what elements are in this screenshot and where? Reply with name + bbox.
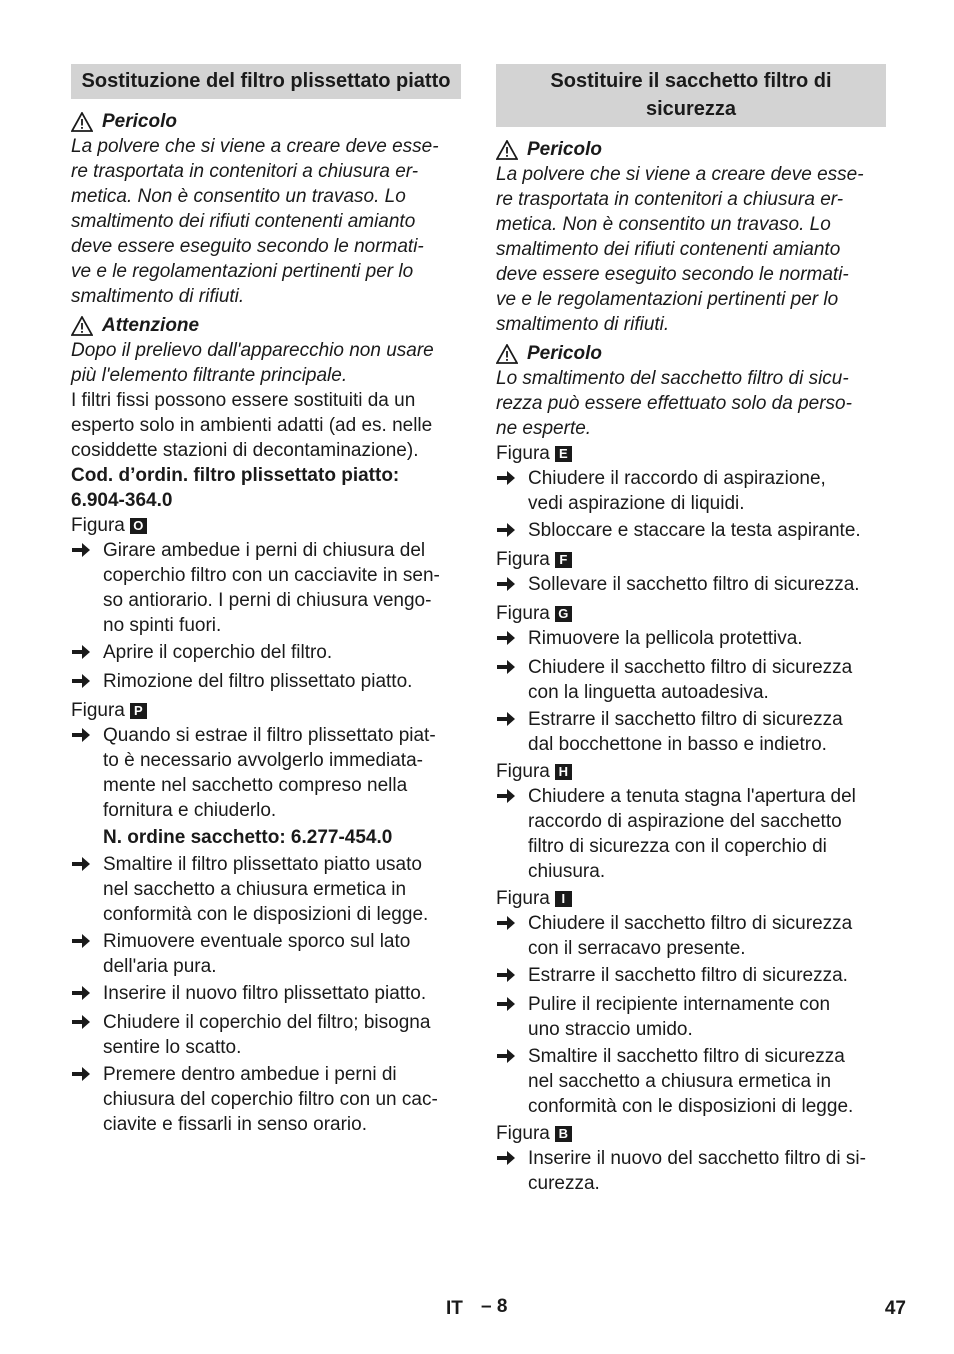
warning-text [71,134,461,309]
warning-text [496,162,886,337]
text-line: rezza può essere effettuato solo da perso- [496,393,852,414]
step-text [103,538,461,638]
step-text [528,992,886,1042]
text-line: re trasportata in contenitori a chiusura er- [71,161,419,182]
text-line: no spinti fuori. [103,615,222,636]
step-text [528,466,886,516]
step-text [528,626,886,653]
step-text [528,784,886,884]
text-line: coperchio filtro con un cacciavite in sen- [103,565,440,586]
steps-o [71,538,461,696]
text-line: cosiddette stazioni di decontaminazione). [71,440,419,461]
figure-ref-f [496,547,886,572]
text-line: Chiudere il sacchetto filtro di sicurezza [528,913,853,934]
text-line: conformità con le disposizioni di legge. [103,904,429,925]
figure-label: Figura [496,888,550,909]
text-line: Premere dentro ambedue i perni di [103,1064,397,1085]
text-line: deve essere eseguito secondo le normati- [71,236,424,257]
text-line: I filtri fissi possono essere sostituiti da un [71,390,416,411]
text-line: vedi aspirazione di liquidi. [528,493,745,514]
step-text [528,518,886,545]
text-line: Inserire il nuovo filtro plissettato piatto. [103,983,427,1004]
text-line: filtro di sicurezza con il coperchio di [528,836,827,857]
text-line: Rimuovere eventuale sporco sul lato [103,931,411,952]
figure-label: Figura [71,515,125,536]
arrow-right-icon [496,626,528,653]
figure-label: Figura [496,761,550,782]
step-item [71,852,461,927]
warning-label: Pericolo [527,343,602,364]
arrow-right-icon [496,992,528,1042]
warning-triangle-icon [496,344,518,364]
right-column [496,64,886,1198]
text-line: più l'elemento filtrante principale. [71,365,348,386]
step-item [496,911,886,961]
text-line: Dopo il prelievo dall'apparecchio non usare [71,340,434,361]
arrow-right-icon [496,466,528,516]
step-item [496,572,886,599]
footer-section-page: – 8 [481,1296,508,1317]
text-line: La polvere che si viene a creare deve esse- [496,164,864,185]
arrow-right-icon [496,518,528,545]
figure-e-icon: E [555,446,572,462]
arrow-right-icon [496,1146,528,1196]
warning-attenzione [71,313,461,338]
arrow-right-icon [71,538,103,638]
arrow-right-icon [71,852,103,927]
text-line: chiusura. [528,861,606,882]
step-text [528,1044,886,1119]
figure-h-icon: H [555,764,572,780]
text-line: Lo smaltimento del sacchetto filtro di sicu- [496,368,849,389]
text-line: ve e le regolamentazioni pertinenti per lo [496,289,839,310]
figure-ref-p [71,698,461,723]
text-line: Sbloccare e staccare la testa aspirante. [528,520,861,541]
footer-language: IT [446,1298,463,1319]
figure-ref-h [496,759,886,784]
figure-g-icon: G [555,606,572,622]
text-line: Rimozione del filtro plissettato piatto. [103,671,413,692]
text-line: con il serracavo presente. [528,938,746,959]
text-line: chiusura del coperchio filtro con un cac- [103,1089,438,1110]
arrow-right-icon [71,640,103,667]
step-text [103,1062,461,1137]
figure-ref-g [496,601,886,626]
arrow-right-icon [71,669,103,696]
warning-triangle-icon [496,140,518,160]
step-text [103,852,461,927]
warning-label: Pericolo [102,111,177,132]
step-item [496,784,886,884]
arrow-right-icon [496,911,528,961]
arrow-right-icon [496,655,528,705]
step-text [103,669,461,696]
text-line: Pulire il recipiente internamente con [528,994,831,1015]
figure-label: Figura [71,700,125,721]
text-line: conformità con le disposizioni di legge. [528,1096,854,1117]
text-line: smaltimento di rifiuti. [71,286,245,307]
text-line: Girare ambedue i perni di chiusura del [103,540,426,561]
left-column [71,64,461,1139]
step-text [528,707,886,757]
figure-label: Figura [496,443,550,464]
figure-label: Figura [496,1123,550,1144]
text-line: dell'aria pura. [103,956,217,977]
step-item [496,1044,886,1119]
step-text [103,981,461,1008]
text-line: La polvere che si viene a creare deve esse- [71,136,439,157]
figure-ref-i [496,886,886,911]
arrow-right-icon [71,1010,103,1060]
text-line: uno straccio umido. [528,1019,693,1040]
step-text [528,572,886,599]
text-line: dal bocchettone in basso e indietro. [528,734,827,755]
step-item [496,518,886,545]
text-line: Quando si estrae il filtro plissettato piat- [103,725,436,746]
text-line: Sollevare il sacchetto filtro di sicurezza. [528,574,860,595]
figure-b-icon: B [555,1126,572,1142]
section-title-filter: Sostituzione del filtro plissettato piatto [71,64,461,99]
figure-ref-e [496,441,886,466]
text-line: fornitura e chiuderlo. [103,800,277,821]
figure-label: Figura [496,603,550,624]
order-code [71,463,461,513]
text-line: Chiudere il raccordo di aspirazione, [528,468,826,489]
warning-triangle-icon [71,112,93,132]
text-line: Smaltire il sacchetto filtro di sicurezza [528,1046,845,1067]
text-line: nel sacchetto a chiusura ermetica in [528,1071,832,1092]
step-text [528,963,886,990]
arrow-right-icon [71,1062,103,1137]
warning-label: Pericolo [527,139,602,160]
step-item [71,1010,461,1060]
arrow-right-icon [71,929,103,979]
note-text [71,388,461,463]
step-text [528,911,886,961]
text-line: 6.904-364.0 [71,490,173,511]
warning-pericolo [71,109,461,134]
text-line: sentire lo scatto. [103,1037,242,1058]
text-line: so antiorario. I perni di chiusura vengo- [103,590,432,611]
step-item [71,669,461,696]
step-item [496,1146,886,1196]
warning-pericolo [496,137,886,162]
text-line: ve e le regolamentazioni pertinenti per lo [71,261,414,282]
step-item [496,655,886,705]
step-text [103,929,461,979]
step-text [528,655,886,705]
warning-label: Attenzione [102,315,200,336]
text-line: metica. Non è consentito un travaso. Lo [71,186,406,207]
text-line: smaltimento dei rifiuti contenenti amianto [496,239,841,260]
arrow-right-icon [496,572,528,599]
text-line: Chiudere a tenuta stagna l'apertura del [528,786,856,807]
arrow-right-icon [496,1044,528,1119]
step-item [71,1062,461,1137]
step-item [496,992,886,1042]
step-text [103,640,461,667]
text-line: mente nel sacchetto compreso nella [103,775,408,796]
text-line: Estrarre il sacchetto filtro di sicurezza [528,709,843,730]
step-item [71,640,461,667]
text-line: to è necessario avvolgerlo immediata- [103,750,423,771]
arrow-right-icon [496,963,528,990]
step-text [103,723,461,823]
step-item [71,929,461,979]
arrow-right-icon [496,707,528,757]
figure-label: Figura [496,549,550,570]
text-line: smaltimento di rifiuti. [496,314,670,335]
figure-f-icon: F [555,552,572,568]
arrow-right-icon [71,981,103,1008]
step-text [528,1146,886,1196]
figure-ref-o [71,513,461,538]
text-line: Smaltire il filtro plissettato piatto usato [103,854,422,875]
text-line: Inserire il nuovo del sacchetto filtro di si- [528,1148,866,1169]
bag-order-code: N. ordine sacchetto: 6.277-454.0 [103,827,393,848]
text-line: nel sacchetto a chiusura ermetica in [103,879,407,900]
figure-p-icon: P [130,703,147,719]
warning-triangle-icon [71,316,93,336]
caution-text [71,338,461,388]
figure-ref-b [496,1121,886,1146]
arrow-right-icon [71,723,103,823]
text-line: Aprire il coperchio del filtro. [103,642,333,663]
figure-i-icon: I [555,891,572,907]
warning-text-2 [496,366,886,441]
text-line: ne esperte. [496,418,592,439]
text-line: Chiudere il sacchetto filtro di sicurezza [528,657,853,678]
text-line: raccordo di aspirazione del sacchetto [528,811,842,832]
text-line: re trasportata in contenitori a chiusura er- [496,189,844,210]
step-item [496,707,886,757]
section-title-safety-bag: Sostituire il sacchetto filtro di sicurezza [496,64,886,127]
step-item [71,723,461,823]
figure-o-icon: O [130,518,147,534]
step-item [496,466,886,516]
text-line: esperto solo in ambienti adatti (ad es. nelle [71,415,433,436]
text-line: Rimuovere la pellicola protettiva. [528,628,803,649]
step-item [71,981,461,1008]
text-line: metica. Non è consentito un travaso. Lo [496,214,831,235]
text-line: deve essere eseguito secondo le normati- [496,264,849,285]
step-item [496,626,886,653]
text-line: Cod. d’ordin. filtro plissettato piatto: [71,465,400,486]
text-line: Chiudere il coperchio del filtro; bisogna [103,1012,431,1033]
step-item [496,963,886,990]
arrow-right-icon [496,784,528,884]
text-line: ciavite e fissarli in senso orario. [103,1114,367,1135]
steps-p [71,723,461,1137]
text-line: smaltimento dei rifiuti contenenti amianto [71,211,416,232]
step-item [71,538,461,638]
text-line: curezza. [528,1173,600,1194]
text-line: Estrarre il sacchetto filtro di sicurezza. [528,965,848,986]
warning-pericolo-2 [496,341,886,366]
text-line: con la linguetta autoadesiva. [528,682,769,703]
page-number: 47 [884,1298,906,1319]
step-text [103,1010,461,1060]
